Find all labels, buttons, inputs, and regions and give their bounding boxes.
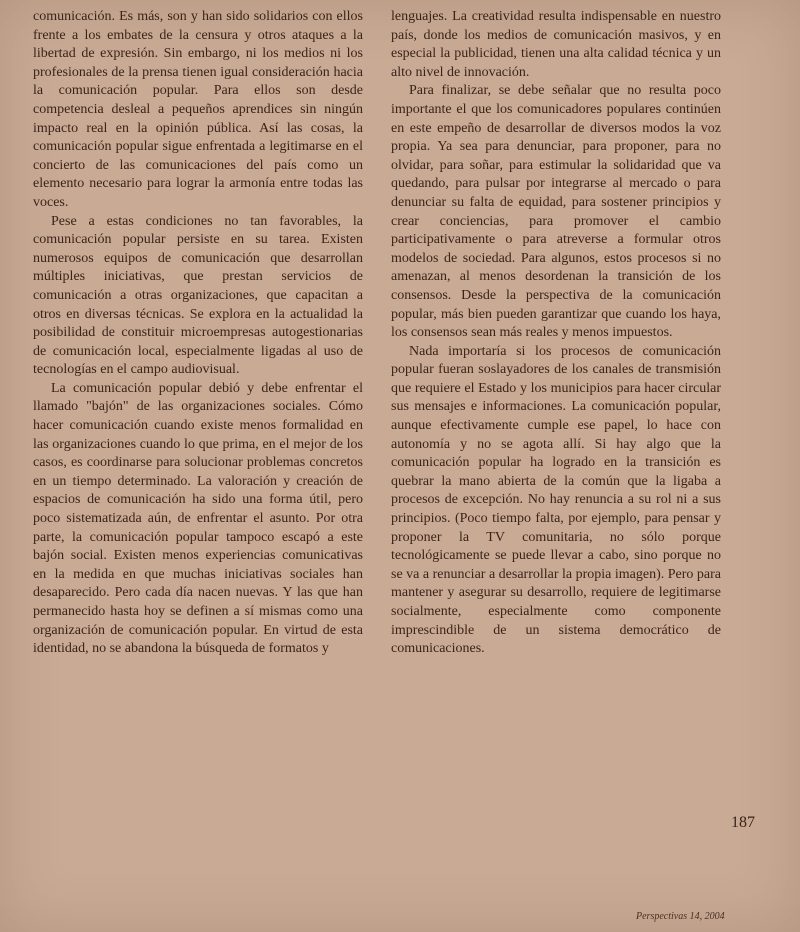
- paragraph: Pese a estas condiciones no tan favorables, la comunicación popular persiste en su tarea. Existen numerosos equipos de comunicación que desarrollan múltiples iniciativas, que prestan servicios de comunicación a otras organizaciones, que capacitan a otros en diversas técnicas. Se explora en la actualidad la posibilidad de constituir microempresas autogestionarias de comunicación local, especialmente ligadas al uso de tecnologías en el campo audiovisual.: [33, 213, 363, 378]
- page-number: 187: [731, 814, 755, 831]
- paragraph: Nada importaría si los procesos de comunicación popular fueran soslayadores de los canales de transmisión que requiere el Estado y los municipios para hacer circular sus mensajes e informaciones. La comunicación popular, aunque efectivamente cumple ese papel, lo hace con autonomía y no se agota allí. Si hay algo que la comunicación popular ha logrado en la transición es quebrar la mano abierta de la común que la ligaba a procesos de excepción. No hay renuncia a su rol ni a sus principios. (Poco tiempo falta, por ejemplo, para pensar y proponer la TV comunitaria, no sólo porque tecnológicamente se puede llevar a cabo, sino porque no se va a renunciar a desarrollar la propia imagen). Pero para mantener y asegurar su desarrollo, requiere de legitimarse socialmente, especialmente como componente imprescindible de un sistema democrático de comunicaciones.: [391, 343, 722, 657]
- paragraph: Para finalizar, se debe señalar que no resulta poco importante el que los comunicadores populares continúen en este empeño de desarrollar de diversos modos la voz propia. Ya sea para denunciar, para proponer, para no olvidar, para soñar, para estimular la solidaridad que va quedando, para pulsar por integrarse al mercado o para denunciar su falta de equidad, para sostener principios y crear conciencias, para promover el cambio participativamente o para atreverse a formular otros modelos de sociedad. Para algunos, estos procesos si no amenazan, al menos desordenan la transición de los consensos. Desde la perspectiva de la comunicación popular, más bien pueden garantizar que cuando los haya, los consensos sean más reales y menos impuestos.: [391, 83, 721, 341]
- left-text-column: [33, 8, 363, 659]
- paragraph: La comunicación popular debió y debe enfrentar el llamado "bajón" de las organizaciones sociales. Cómo hacer comunicación cuando existe menos formalidad en las organizaciones cuando lo que prima, en el mejor de los casos, es coordinarse para solucionar problemas concretos en un tiempo determinado. La valoración y creación de espacios de comunicación ha sido una forma útil, pero poco sistematizada aún, de enfrentar el asunto. Por otra parte, la comunicación popular tampoco escapó a este bajón social. Existen menos experiencias comunicativas en la medida en que muchas iniciativas sociales han desaparecido. Pero cada día nacen nuevas. Y las que han permanecido hasta hoy se definen a sí mismas como una organización de comunicación popular. En virtud de esta identidad, no se abandona la búsqueda de formatos y: [33, 380, 363, 657]
- right-text-column: [391, 8, 721, 659]
- paragraph: lenguajes. La creatividad resulta indispensable en nuestro país, donde los medios de comunicación masivos, y en especial la publicidad, tienen una alta calidad técnica y un alto nivel de innovación.: [391, 9, 721, 80]
- running-footer: Perspectivas 14, 2004: [636, 911, 725, 922]
- paragraph: comunicación. Es más, son y han sido solidarios con ellos frente a los embates de la censura y otros ataques a la libertad de expresión. Sin embargo, ni los medios ni los profesionales de la prensa tienen igual consideración hacia la comunicación popular. Para ellos son desde competencia desleal a pequeños aprendices sin ningún impacto real en la opinión pública. Así las cosas, la comunicación popular sigue enfrentada a legitimarse en el concierto de las comunicaciones del país como un elemento necesario para lograr la armonía entre todas las voces.: [33, 9, 363, 210]
